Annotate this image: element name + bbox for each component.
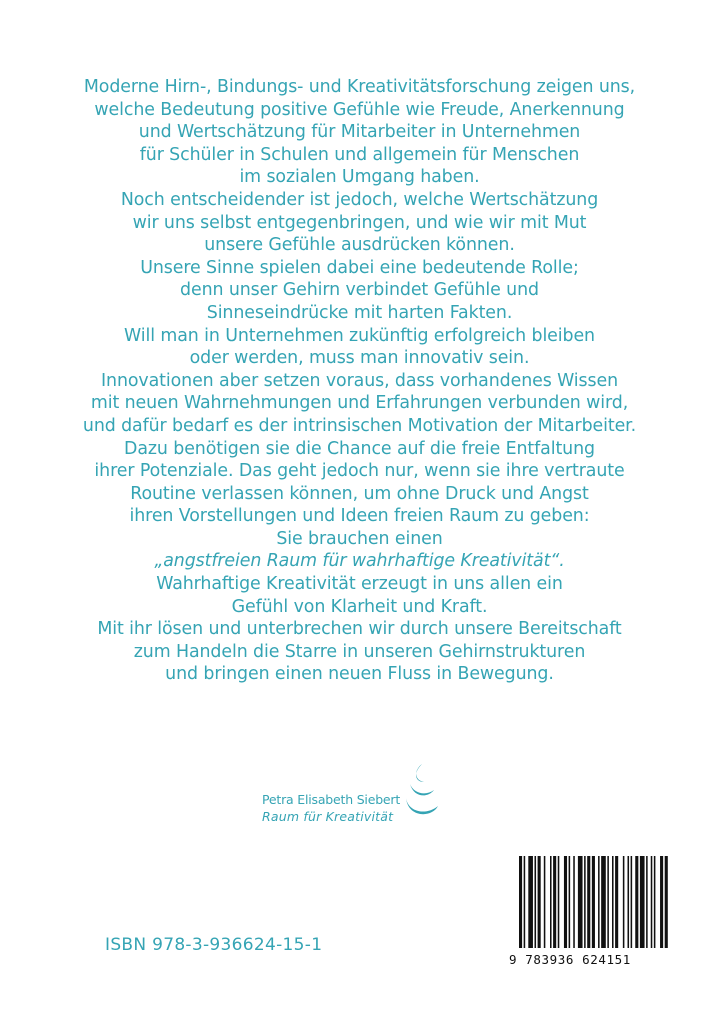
- blurb-line: Moderne Hirn-, Bindungs- und Kreativitätsforschung zeigen uns,: [83, 77, 636, 97]
- blurb-line: im sozialen Umgang haben.: [239, 167, 480, 188]
- logo-author-name: Petra Elisabeth Siebert: [262, 792, 401, 807]
- blurb-line: Unsere Sinne spielen dabei eine bedeutende Rolle;: [140, 257, 579, 278]
- swirl-icon: [400, 762, 440, 822]
- blurb-line: denn unser Gehirn verbindet Gefühle und: [180, 280, 539, 301]
- blurb-line: welche Bedeutung positive Gefühle wie Freude, Anerkennung: [94, 99, 625, 120]
- back-cover-blurb: [30, 76, 689, 686]
- blurb-line: und Wertschätzung für Mitarbeiter in Unternehmen: [138, 122, 581, 143]
- blurb-line: Dazu benötigen sie die Chance auf die freie Entfaltung: [124, 438, 595, 459]
- barcode: [509, 854, 674, 970]
- author-logo: [262, 762, 442, 832]
- blurb-line: Will man in Unternehmen zukünftig erfolgreich bleiben: [124, 325, 595, 346]
- blurb-line: Sie brauchen einen: [276, 528, 443, 549]
- blurb-line: Wahrhaftige Kreativität erzeugt in uns allen ein: [156, 574, 563, 595]
- blurb-line: wir uns selbst entgegenbringen, und wie wir mit Mut: [132, 212, 587, 233]
- blurb-line: Sinneseindrücke mit harten Fakten.: [206, 302, 513, 323]
- blurb-line: Innovationen aber setzen voraus, dass vorhandenes Wissen: [101, 370, 618, 391]
- blurb-line: ihrer Potenziale. Das geht jedoch nur, wenn sie ihre vertraute: [94, 461, 625, 482]
- blurb-line: und dafür bedarf es der intrinsischen Motivation der Mitarbeiter.: [82, 415, 637, 436]
- blurb-line: „angstfreien Raum für wahrhaftige Kreativität“.: [154, 551, 565, 572]
- blurb-line: oder werden, muss man innovativ sein.: [189, 348, 530, 369]
- blurb-line: zum Handeln die Starre in unseren Gehirnstrukturen: [133, 641, 586, 662]
- barcode-icon: [509, 854, 674, 954]
- blurb-line: Gefühl von Klarheit und Kraft.: [231, 596, 488, 617]
- blurb-line: mit neuen Wahrnehmungen und Erfahrungen verbunden wird,: [90, 393, 629, 414]
- blurb-line: ihren Vorstellungen und Ideen freien Raum zu geben:: [129, 506, 590, 527]
- blurb-line: für Schüler in Schulen und allgemein für Menschen: [139, 144, 580, 165]
- blurb-line: Mit ihr lösen und unterbrechen wir durch unsere Bereitschaft: [97, 619, 622, 640]
- blurb-line: und bringen einen neuen Fluss in Bewegung.: [165, 664, 554, 685]
- blurb-line: Noch entscheidender ist jedoch, welche Wertschätzung: [120, 189, 599, 210]
- blurb-line: unsere Gefühle ausdrücken können.: [204, 235, 515, 256]
- isbn-number: ISBN 978-3-936624-15-1: [105, 935, 323, 955]
- blurb-line: Routine verlassen können, um ohne Druck und Angst: [130, 483, 589, 504]
- logo-tagline: Raum für Kreativität: [262, 809, 394, 824]
- barcode-digits: 9 783936 624151: [509, 952, 631, 967]
